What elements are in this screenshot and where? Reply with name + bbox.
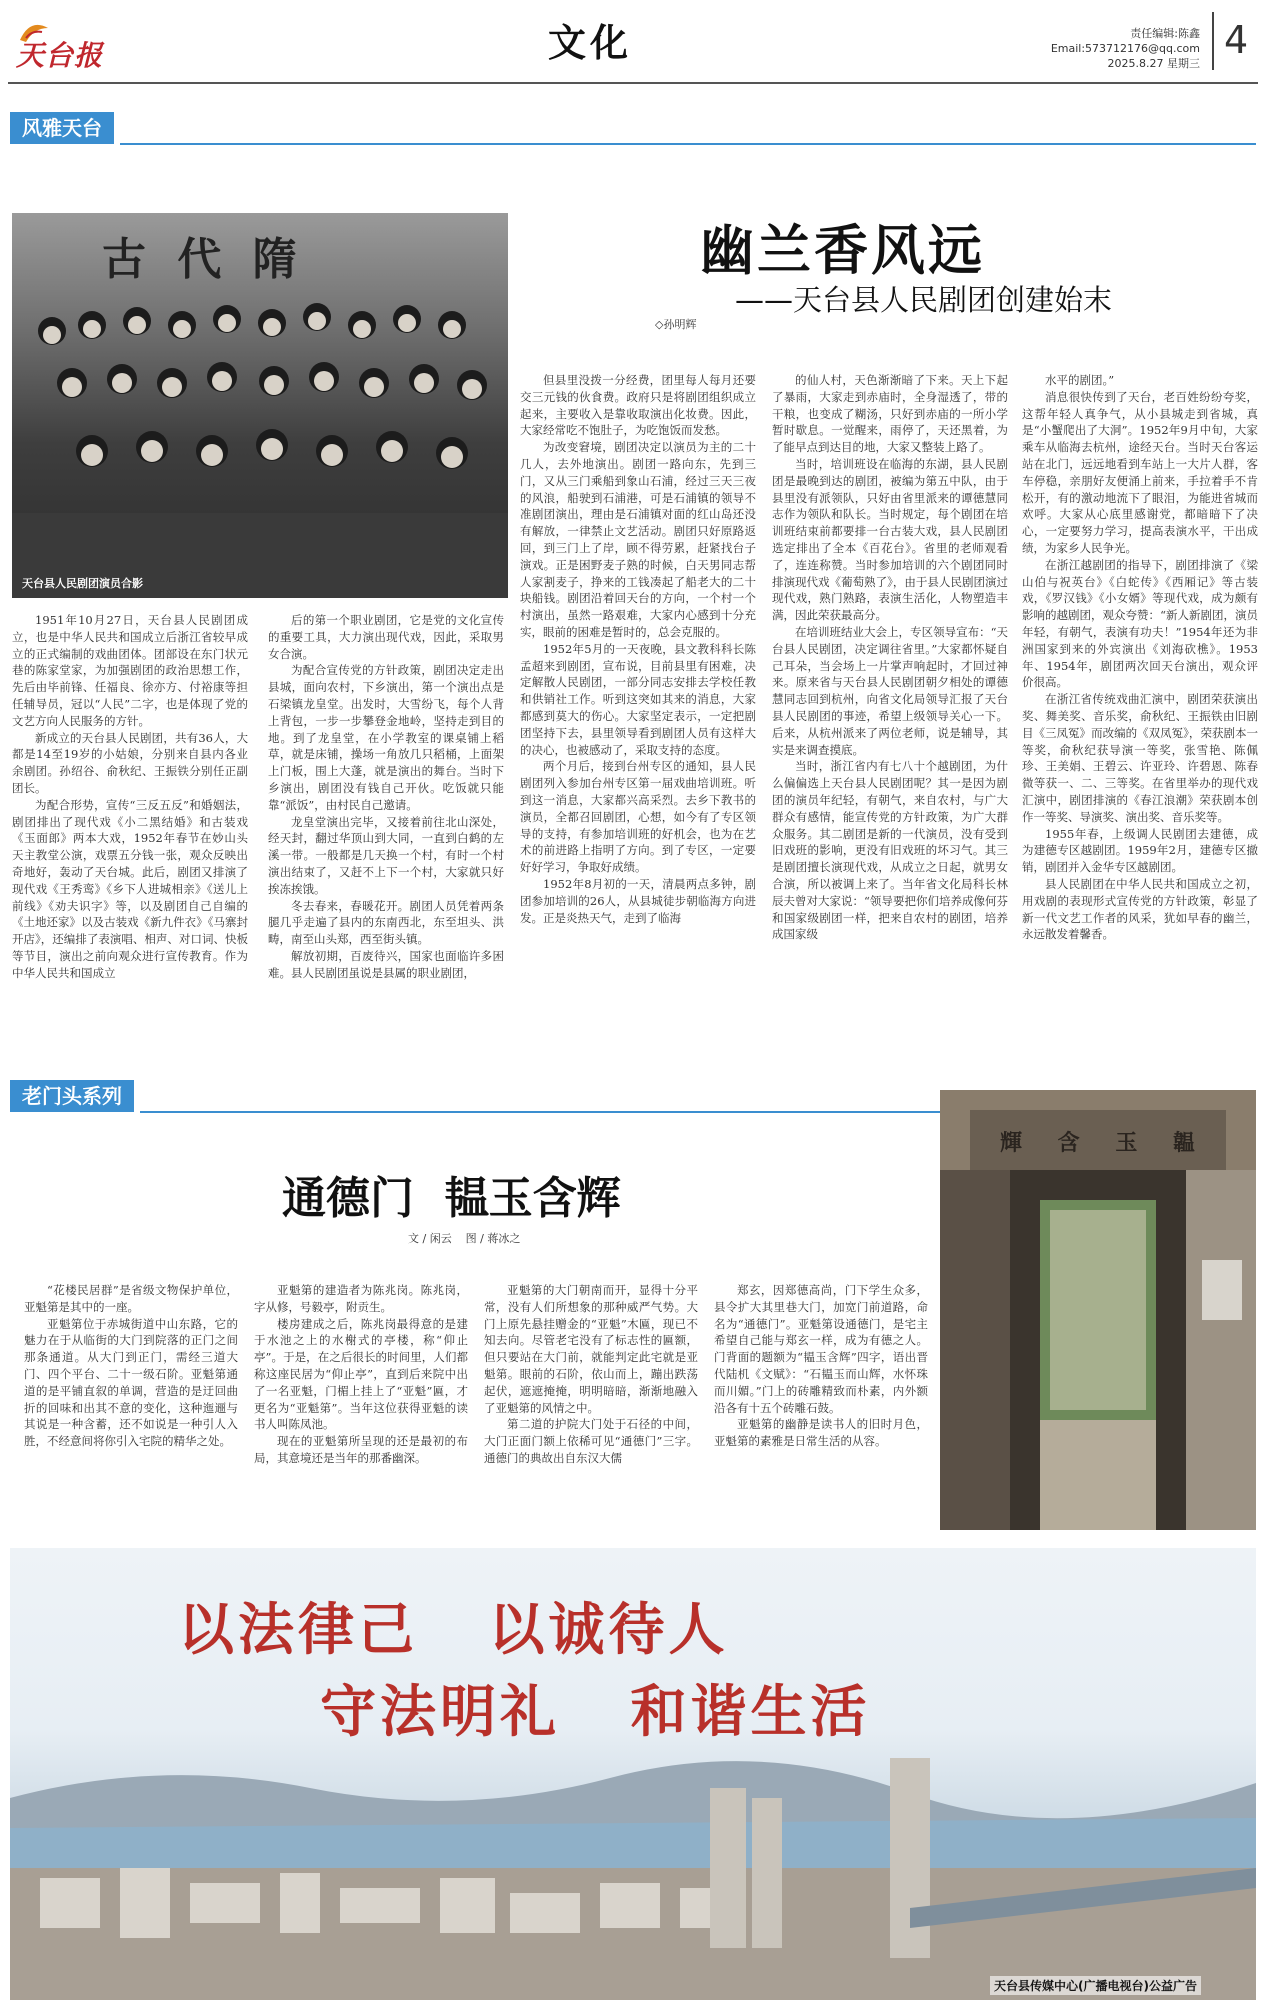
paragraph: 解放初期，百废待兴，国家也面临许多困难。县人民剧团虽说是县属的职业剧团， xyxy=(268,948,504,980)
photo-caption: 天台县人民剧团演员合影 xyxy=(22,577,143,590)
ad-credit: 天台县传媒中心(广播电视台)公益广告 xyxy=(990,1976,1201,1995)
paragraph: 1955年春，上级调人民剧团去建德，成为建德专区越剧团。1959年2月，建德专区撤销，剧团并入金华专区越剧团。 xyxy=(1022,826,1258,875)
article2-column-2 xyxy=(254,1282,468,1514)
paragraph: 在培训班结业大会上，专区领导宣布：“天台县人民剧团，决定调往省里。”大家都怀疑自己耳朵，当会场上一片掌声响起时，才回过神来。原来省与天台县人民剧团朝夕相处的谭德慧同志回到杭州，向省文化局领导汇报了天台县人民剧团的事迹，希望上级领导关心一下。后来，从杭州派来了两位老师，说是辅导，其实是来调查摸底。 xyxy=(772,624,1008,757)
paragraph: 的仙人村，天色渐渐暗了下来。天上下起了暴雨，大家走到赤庙时，全身湿透了，带的干粮，也变成了糊汤，只好到赤庙的一所小学暂时歇息。一觉醒来，雨停了，天还黑着，为了能早点到达目的地，大家又整装上路了。 xyxy=(772,373,1008,455)
paragraph: 消息很快传到了天台，老百姓纷纷夸奖，这帮年轻人真争气，从小县城走到省城，真是“小蟹爬出了大洞”。1952年9月中旬，大家乘车从临海去杭州，途经天台。当时天台客运站在北门，远远地看到车站上一大片人群，客车停稳，亲朋好友便涌上前来，手拉着手不肯松开，有的激动地流下了眼泪，为能进省城而欢呼。大家从心底里感谢党，都暗暗下了决心，一定要努力学习，提高表演水平，干出成绩，为家乡人民争光。 xyxy=(1022,389,1258,555)
article2-title: 通德门 韫玉含辉 xyxy=(282,1173,621,1224)
paragraph: 亚魁第位于赤城街道中山东路，它的魅力在于从临街的大门到院落的正门之间那条通道。从大门到正门，需经三道大门、四个平台、二十一级石阶。亚魁第通道的是平铺直叙的单调，营造的是迂回曲折的回味和出其不意的变化，这种迤逦与其说是一种含蓄，还不如说是一种引人入胜，不经意间将你引入宅院的精华之处。 xyxy=(24,1316,238,1449)
paragraph: 冬去春来，春暖花开。剧团人员凭着两条腿几乎走遍了县内的东南西北，东至坦头、洪畴，南至山头郑，西至街头镇。 xyxy=(268,898,504,947)
section-title: 文化 xyxy=(548,21,633,65)
article1-column-4 xyxy=(772,372,1008,1030)
paragraph: 1952年5月的一天夜晚，县文教科科长陈孟超来到剧团，宣布说，目前县里有困难，决定解散人民剧团，一部分同志安排去学校任教和供销社工作。听到这突如其来的消息，大家都感到莫大的伤心。大家坚定表示，一定把剧团坚持下去，县里领导看到剧团人员有这样大的决心，也被感动了，采取支持的态度。 xyxy=(520,641,756,757)
issue-date: 2025.8.27 星期三 xyxy=(1107,57,1200,70)
paragraph: 县人民剧团在中华人民共和国成立之初，用戏剧的表现形式宣传党的方针政策，彰显了新一代文艺工作者的风采，犹如早春的幽兰，永远散发着馨香。 xyxy=(1022,876,1258,942)
paragraph: 当时，浙江省内有七八十个越剧团，为什么偏偏选上天台县人民剧团呢？其一是因为剧团的演员年纪轻，有朝气，来自农村，与广大群众有感情，能宣传党的方针政策，为广大群众服务。其二剧团是新的一代演员，没有受到旧戏班的影响，更没有旧戏班的坏习气。其三是剧团擅长演现代戏，从成立之日起，就男女合演，所以被调上来了。当年省文化局科长林辰夫曾对大家说：“领导要把你们培养成像何芬和国家级剧团一样，把来自农村的剧团，培养成国家级 xyxy=(772,759,1008,942)
masthead-rule xyxy=(8,82,1258,84)
page-number: 4 xyxy=(1224,18,1249,62)
logo-text: 天台报 xyxy=(16,39,104,72)
editor-name: 责任编辑:陈鑫 xyxy=(1130,27,1200,40)
paragraph: 但县里没拨一分经费，团里每人每月还要交三元钱的伙食费。政府只是将剧团组织成立起来，主要收入是靠收取演出化妆费。因此，大家经常吃不饱肚子，为吃饱饭而发愁。 xyxy=(520,373,756,438)
article2-column-3 xyxy=(484,1282,698,1514)
paragraph: 为改变窘境，剧团决定以演员为主的二十几人，去外地演出。剧团一路向东，先到三门，又从三门乘船到象山石浦，经过三天三夜的风浪，船驶到石浦港，可是石浦镇的领导不准剧团演出，理由是石浦镇对面的红山岛还没有解放，一律禁止文艺活动。剧团只好原路返回，到三门上了岸，顾不得劳累，赶紧找台子演戏。正是困野麦子熟的时候，白天男同志帮人家割麦子，挣来的工钱凑起了船老大的二十块船钱。剧团沿着回天台的方向，一个村一个村演出，虽然一路艰难，大家内心感到十分充实，眼前的困难是暂时的，总会克服的。 xyxy=(520,440,756,639)
public-service-ad xyxy=(10,1548,1256,2000)
paragraph: 第二道的护院大门处于石径的中间，大门正面门额上依稀可见“通德门”三字。通德门的典故出自东汉大儒 xyxy=(484,1417,698,1465)
paragraph: “花楼民居群”是省级文物保护单位，亚魁第是其中的一座。 xyxy=(24,1283,238,1314)
newspaper-logo xyxy=(8,18,118,72)
editor-info xyxy=(1040,26,1200,71)
article1-title: 幽兰香风远 xyxy=(700,219,985,282)
paragraph: 两个月后，接到台州专区的通知，县人民剧团列入参加台州专区第一届戏曲培训班。听到这一消息，大家都兴高采烈。去乡下教书的演员，全都召回剧团，心想，如今有了专区领导的支持，有参加培训班的好机会，也为在艺术的前进路上指明了方向。到了专区，一定要好好学习，争取好成绩。 xyxy=(520,759,756,875)
paragraph: 楼房建成之后，陈兆岗最得意的是建于水池之上的水榭式的亭楼，称“仰止亭”。于是，在之后很长的时间里，人们都称这座民居为“仰止亭”，直到后来院中出了一名亚魁，门楣上挂上了“亚魁”匾，才更名为“亚魁第”。当年这位获得亚魁的读书人叫陈凤池。 xyxy=(254,1316,468,1432)
paragraph: 1951年10月27日，天台县人民剧团成立，也是中华人民共和国成立后浙江省较早成立的正式编制的戏曲团体。团部设在东门状元巷的陈家堂家，为加强剧团的政治思想工作，先后由毕前锋、任福良、徐亦方、付裕康等担任辅导员，冠以“人民”二字，也是体现了党的文艺方向人民服务的方针。 xyxy=(12,613,248,728)
tongde-gate-photo xyxy=(940,1090,1256,1530)
article1-column-1 xyxy=(12,612,248,1030)
section-tag-rule xyxy=(120,143,1256,145)
paragraph: 亚魁第的大门朝南而开，显得十分平常，没有人们所想象的那种威严气势。大门上原先悬挂赠金的“亚魁”木匾，现已不知去向。尽管老宅没有了标志性的匾额，但只要站在大门前，就能判定此宅就是亚魁第。眼前的石阶，依山而上，蹦出跌荡起伏，遮遮掩掩，明明暗暗，渐渐地融入了亚魁第的风情之中。 xyxy=(484,1283,698,1415)
paragraph: 现在的亚魁第所呈现的还是最初的布局，其意境还是当年的那番幽深。 xyxy=(254,1434,468,1465)
editor-email: Email:573712176@qq.com xyxy=(1050,42,1200,55)
ad-slogan-line2: 守法明礼 和谐生活 xyxy=(320,1680,871,1745)
paragraph: 亚魁第的幽静是读书人的旧时月色，亚魁第的素雅是日常生活的从容。 xyxy=(714,1417,928,1449)
article1-column-2 xyxy=(268,612,504,1030)
paragraph: 在浙江省传统戏曲汇演中，剧团荣获演出奖、舞美奖、音乐奖，俞秋纪、王振铁由旧剧目《三凤冤》而改编的《双凤冤》，荣获剧本一等奖，俞秋纪获导演一等奖，张雪艳、陈佩珍、王美娟、王碧云、许亚玲、许碧恩、陈春微等获一、二、三等奖。在省里举办的现代戏汇演中，剧团排演的《春江浪潮》荣获剧本创作一等奖、导演奖、演出奖、音乐奖等。 xyxy=(1022,692,1258,824)
paragraph: 郑玄，因郑德高尚，门下学生众多，县令扩大其里巷大门，加宽门前道路，命名为“通德门”。亚魁第设通德门，是宅主希望自己能与郑玄一样，成为有德之人。门背面的题额为“韫玉含辉”四字，语出晋代陆机《文赋》：“石韫玉而山辉，水怀珠而川媚。”门上的砖雕精致而朴素，内外额沿各有十五个砖雕石鼓。 xyxy=(714,1283,928,1415)
paragraph: 在浙江越剧团的指导下，剧团排演了《梁山伯与祝英台》《白蛇传》《西厢记》等古装戏，《罗汉钱》《小女婿》等现代戏，成为颇有影响的越剧团，观众夸赞：“新人新剧团，演员年轻，有朝气，表演有功夫！”1954年还为非洲国家到来的外宾演出《刘海砍樵》。1953年、1954年，剧团两次回天台演出，观众评价很高。 xyxy=(1022,557,1258,690)
door-plaque-text: 輝 含 玉 韞 xyxy=(1000,1130,1209,1156)
paragraph: 为配合宣传党的方针政策，剧团决定走出县城，面向农村，下乡演出，第一个演出点是石梁镇龙皇堂。出发时，大雪纷飞，每个人背上背包，一步一步攀登金地岭，坚持走到目的地。到了龙皇堂，在小学教室的课桌铺上稻草，就是床铺，操场一角放几只稻桶，上面架上门板，围上大蓬，就是演出的舞台。当时下乡演出，剧团没有钱自己开伙。吃饭就只能靠“派饭”，由村民自己邀请。 xyxy=(268,663,504,812)
troupe-group-photo xyxy=(12,213,508,598)
article2-column-1 xyxy=(24,1282,238,1514)
photo-figures xyxy=(12,213,508,598)
paragraph: 后的第一个职业剧团，它是党的文化宣传的重要工具，大力演出现代戏，因此，采取男女合演。 xyxy=(268,613,504,661)
article2-column-4 xyxy=(714,1282,928,1514)
paragraph: 亚魁第的建造者为陈兆岗。陈兆岗，字从修，号毅亭，附贡生。 xyxy=(254,1283,468,1314)
masthead xyxy=(0,0,1266,88)
paragraph: 当时，培训班设在临海的东湖，县人民剧团是最晚到达的剧团，被编为第五中队，由于县里没有派领队，只好由省里派来的谭德慧同志作为领队和队长。当时规定，每个剧团在培训班结束前都要排一台古装大戏，县人民剧团选定排出了全本《百花台》。省里的老师观看了，连连称赞。当时参加培训的六个剧团同时排演现代戏《葡萄熟了》，由于县人民剧团演过现代戏，熟门熟路，表演生活化，人物塑造丰满，因此荣获最高分。 xyxy=(772,456,1008,623)
section-tag-rule xyxy=(140,1111,940,1113)
article1-subtitle: ——天台县人民剧团创建始末 xyxy=(735,283,1113,317)
article1-author: ◇孙明辉 xyxy=(655,318,697,331)
section-tag-fengya: 风雅天台 xyxy=(10,112,114,144)
article1-column-3 xyxy=(520,372,756,1030)
paragraph: 新成立的天台县人民剧团，共有36人，大都是14至19岁的小姑娘，分别来自县内各业余剧团。孙绍谷、俞秋纪、王振铁分别任正副团长。 xyxy=(12,730,248,795)
ad-slogan-line1: 以法律己 以诚待人 xyxy=(178,1598,729,1663)
page-number-box xyxy=(1212,12,1258,70)
section-tag-laomentou: 老门头系列 xyxy=(10,1080,134,1112)
paragraph: 龙皇堂演出完毕，又接着前往北山深处，经天封，翻过华顶山到大同，一直到白鹤的左溪一带。一般都是几天换一个村，有时一个村演出结束了，又赶不上下一个村，大家就只好挨冻挨饿。 xyxy=(268,814,504,896)
paragraph: 水平的剧团。” xyxy=(1045,373,1115,387)
article2-byline: 文 / 闲云 图 / 蒋冰之 xyxy=(408,1232,521,1245)
article1-column-5 xyxy=(1022,372,1258,1030)
paragraph: 为配合形势，宣传“三反五反”和婚姻法，剧团排出了现代戏《小二黑结婚》和古装戏《玉面郎》两本大戏，1952年春节在妙山头天主教堂公演，戏票五分钱一张，观众反映出奇地好，轰动了天台城。此后，剧团又排演了现代戏《王秀鸾》《乡下人进城相亲》《送儿上前线》《劝夫识字》等，以及剧团自己自编的《土地还家》以及古装戏《新九件衣》《马寨封开店》，还编排了表演唱、相声、对口词、快板等节目，演出之前向观众进行宣传教育。作为中华人民共和国成立 xyxy=(12,797,248,980)
photo-sign: 古 代 隋 xyxy=(102,234,305,285)
paragraph: 1952年8月初的一天，清晨两点多钟，剧团参加培训的26人，从县城徒步朝临海方向进发。正是炎热天气，走到了临海 xyxy=(520,876,756,925)
